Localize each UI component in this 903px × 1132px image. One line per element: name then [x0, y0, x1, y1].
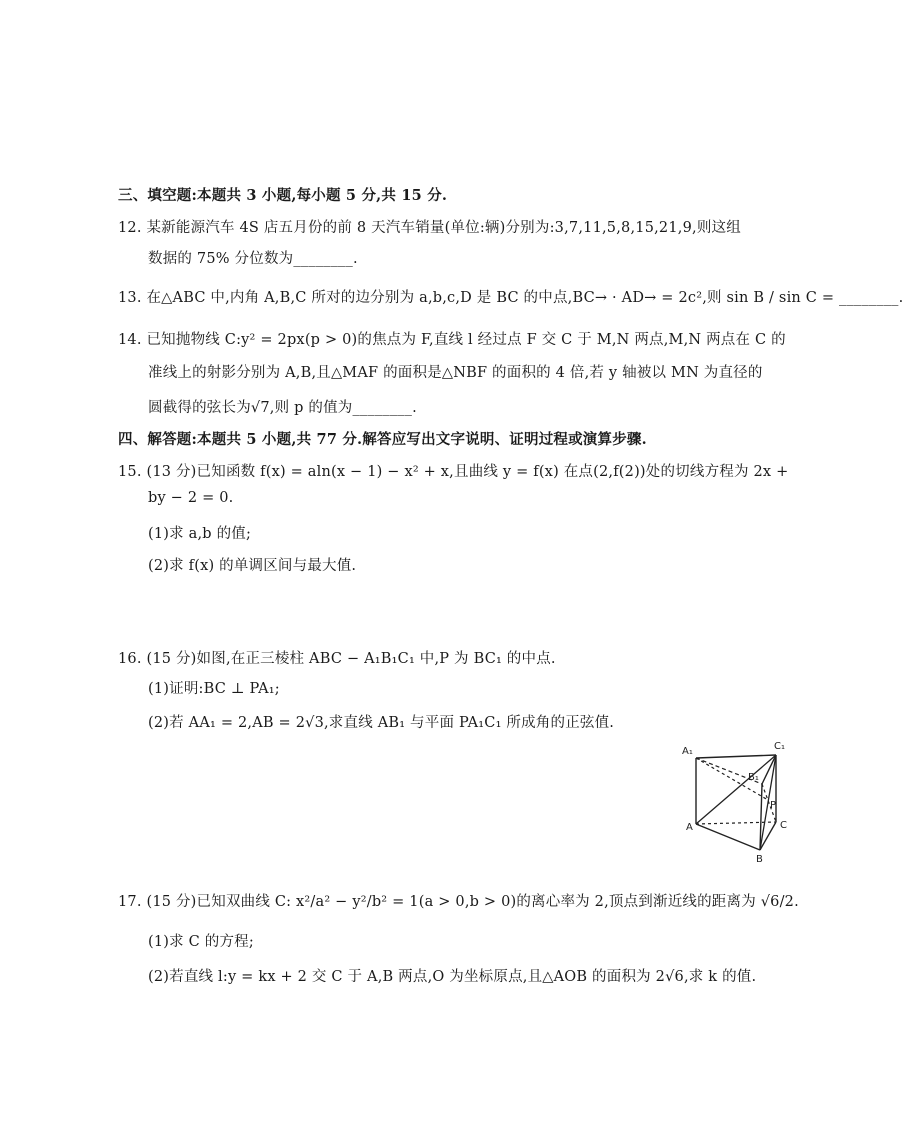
q14-line2: 准线上的射影分别为 A,B,且△MAF 的面积是△NBF 的面积的 4 倍,若 y 轴被以 MN 为直径的	[148, 365, 763, 381]
q12-line1: 12. 某新能源汽车 4S 店五月份的前 8 天汽车销量(单位:辆)分别为:3,7,11,5,8,15,21,9,则这组	[118, 220, 741, 236]
q15-part2: (2)求 f(x) 的单调区间与最大值.	[148, 558, 357, 574]
q15-line1: 15. (13 分)已知函数 f(x) = aln(x − 1) − x² + x,且曲线 y = f(x) 在点(2,f(2))处的切线方程为 2x +	[118, 464, 789, 480]
q17-part2: (2)若直线 l:y = kx + 2 交 C 于 A,B 两点,O 为坐标原点,且△AOB 的面积为 2√6,求 k 的值.	[148, 969, 757, 985]
section4-heading: 四、解答题:本题共 5 小题,共 77 分.解答应写出文字说明、证明过程或演算步骤.	[118, 431, 647, 448]
label-b1: B₁	[748, 772, 759, 783]
q13-line1: 13. 在△ABC 中,内角 A,B,C 所对的边分别为 a,b,c,D 是 BC 的中点,BC→ · AD→ = 2c²,则 sin B / sin C = ________.	[118, 290, 903, 306]
q17-part1: (1)求 C 的方程;	[148, 934, 254, 950]
label-b: B	[756, 854, 763, 865]
q12-line2: 数据的 75% 分位数为________.	[148, 251, 358, 267]
label-c: C	[780, 820, 787, 831]
edge-a1-c1	[696, 755, 776, 758]
q16-part1: (1)证明:BC ⊥ PA₁;	[148, 681, 280, 697]
q15-line2: by − 2 = 0.	[148, 490, 234, 506]
prism-figure	[676, 738, 800, 866]
edge-a-b	[696, 824, 760, 850]
label-a1: A₁	[682, 746, 693, 757]
section3-heading: 三、填空题:本题共 3 小题,每小题 5 分,共 15 分.	[118, 187, 448, 204]
label-c1: C₁	[774, 741, 785, 752]
q14-line1: 14. 已知抛物线 C:y² = 2px(p > 0)的焦点为 F,直线 l 经过点 F 交 C 于 M,N 两点,M,N 两点在 C 的	[118, 332, 786, 348]
q17-line1: 17. (15 分)已知双曲线 C: x²/a² − y²/b² = 1(a > 0,b > 0)的离心率为 2,顶点到渐近线的距离为 √6/2.	[118, 894, 799, 910]
q16-line1: 16. (15 分)如图,在正三棱柱 ABC − A₁B₁C₁ 中,P 为 BC₁ 的中点.	[118, 651, 556, 667]
q15-part1: (1)求 a,b 的值;	[148, 526, 252, 542]
q16-part2: (2)若 AA₁ = 2,AB = 2√3,求直线 AB₁ 与平面 PA₁C₁ 所成角的正弦值.	[148, 715, 615, 731]
label-p: P	[770, 800, 777, 811]
q14-line3: 圆截得的弦长为√7,则 p 的值为________.	[148, 400, 417, 416]
label-a: A	[686, 822, 693, 833]
